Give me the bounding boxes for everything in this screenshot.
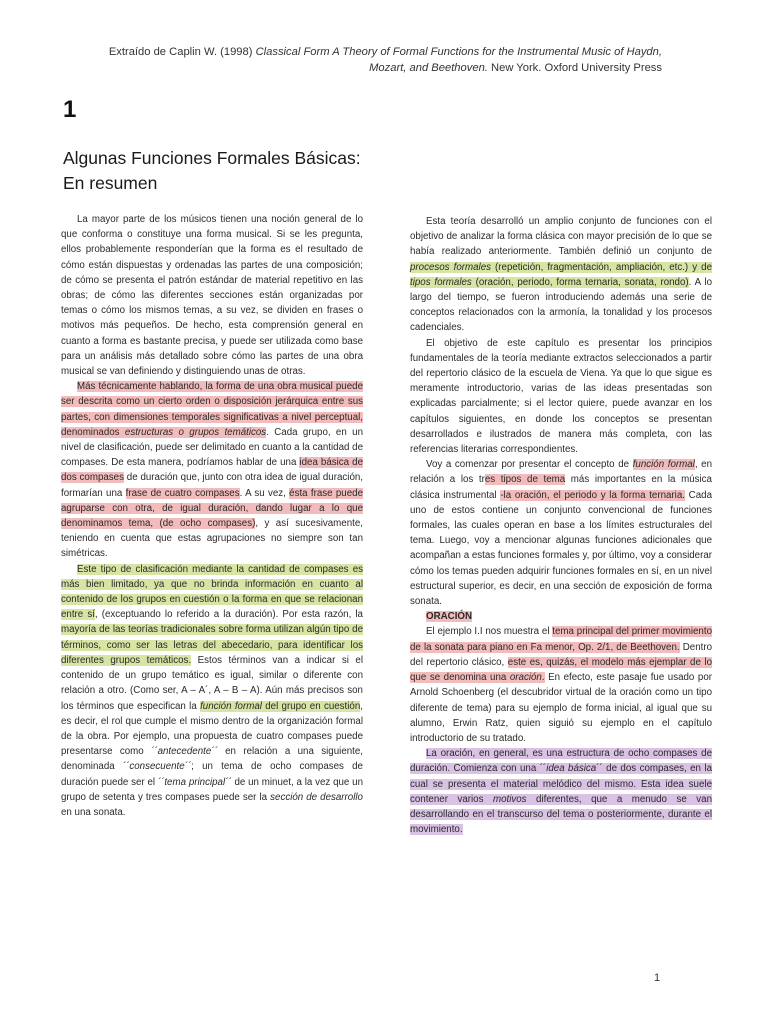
highlight-red: frase de cuatro compases [125, 487, 240, 499]
paragraph-right-3 [410, 457, 712, 609]
text: . A lo largo del tiempo, se fueron introduciendo además una serie de conceptos relacionados con la armonía, la tonalidad y los procesos cadenciales. [410, 276, 712, 334]
text: La oración, en general, es una estructura de ocho compases de duración. Comienza con una ´´ [410, 748, 712, 775]
text: , en relación a los tr [410, 459, 712, 486]
text: del grupo en cuestión [261, 700, 361, 712]
text: . A su vez, [239, 487, 290, 499]
highlight-green [410, 262, 712, 288]
highlight-green: mayoría de las teorías tradicionales sobre forma utilizan algún tipo de términos, como ser las letras del abecedario, para identificar los diferentes grupos temáticos. [61, 624, 363, 666]
highlight-red: idea básica de dos compases [61, 457, 363, 484]
highlight-purple [410, 748, 712, 835]
citation [102, 44, 662, 76]
text: ; un tema de ocho compases de duración puede ser el [61, 761, 363, 788]
highlight-red: ésta frase puede agruparse con otra, de igual duración, dando lugar a lo que denominamos tema, (de ocho compases) [61, 487, 363, 530]
text-emphasis: ´´antecedente´´ [151, 746, 218, 758]
highlight-red: ORACIÓN [426, 611, 473, 623]
highlight-green: Este tipo de clasificación mediante la cantidad de compases es más bien limitado, ya que no brinda información en cuanto al contenido de los grupos en cuestión o la forma en que se relacionan entre sí [61, 563, 363, 621]
chapter-title [63, 146, 423, 196]
text: (repetición, fragmentación, ampliación, etc.) y de [491, 261, 712, 273]
paragraph-left-3 [61, 562, 363, 820]
text: diferentes, que a menudo se van desarrollando en el transcurso del tema o posteriormente, durante el movimiento. [410, 793, 712, 836]
paragraph-left-1 [61, 212, 363, 379]
text-emphasis: función formal [200, 700, 262, 712]
text: de duración que, junto con otra idea de igual duración, formarían una [61, 472, 363, 499]
paragraph-right-4 [410, 624, 712, 746]
highlight-red: -la oración, el periodo y la forma ternaria. [500, 489, 685, 501]
highlight-red: función formal [632, 459, 695, 471]
text: Esta teoría desarrolló un amplio conjunto de funciones con el objetivo de analizar la forma clásica con mayor precisión de lo que se había realizado anteriormente. También definió un conjunto de [410, 216, 712, 258]
citation-book-title: Classical Form A Theory of Formal Functions for the Instrumental Music of Haydn, Mozart, and Beethoven. [255, 46, 662, 74]
text-emphasis: ´´consecuente´´ [122, 761, 192, 773]
citation-publisher: New York. Oxford University Press [487, 62, 662, 74]
chapter-number: 1 [63, 96, 77, 123]
page-number: 1 [654, 972, 661, 984]
text: Más técnicamente hablando, la forma de una obra musical puede ser descrita como un cierto orden o disposición jerárquica entre sus partes, con dimensiones temporales significativas a nivel perceptual, denominados [61, 381, 363, 438]
text: este es, quizás, el modelo más ejemplar de lo que se denomina una [410, 656, 712, 684]
right-column [410, 214, 712, 837]
text-emphasis: motivos [492, 793, 527, 805]
text: El objetivo de este capítulo es presentar los principios fundamentales de la teoría mediante extractos seleccionados a partir del repertorio clásico de la escuela de Viena. Ya que lo que sigue es meramente introductorio, varias de las ideas presentadas son explicadas parcialmente; si el lector quiere, puede avanzar en los capítulos siguientes, en donde los conceptos se presentan desarrollados e ilustrados de manera más completa, con las referencias literarias correspondientes. [410, 337, 712, 456]
citation-prefix: Extraído de Caplin W. (1998) [108, 46, 256, 58]
text: de un minuet, a la vez que un grupo de setenta y tres compases puede ser la [61, 776, 364, 803]
text: Cada uno de estos contiene un conjunto convencional de funciones formales, las cuales operan en base a los límites estructurales del tema. Luego, voy a mencionar algunas funciones adicionales que acompañan a estas funciones formales y, por último, voy a considerar cómo los temas pueden adquirir funciones formales en sí, en un nivel estructural superior, es decir, en una sección de exposición de forma sonata. [410, 489, 712, 608]
section-heading [410, 609, 712, 624]
text: más importantes en la música clásica instrumental [410, 474, 712, 501]
text-emphasis: estructuras o grupos temáticos [124, 426, 267, 438]
paragraph-right-2 [410, 336, 712, 458]
text: Dentro del repertorio clásico, [410, 641, 712, 668]
text: en relación a una siguiente, denominada [61, 746, 364, 773]
paragraph-right-5 [410, 746, 712, 837]
left-column [61, 212, 363, 820]
text: Estos términos van a indicar si el contenido de un grupo temático es igual, similar o diferente con relación a otro. (Como ser, A – A´, A – B – A). Aún más precisos son los términos que especifican la [61, 654, 363, 712]
text-emphasis: ´´tema principal´´ [157, 776, 232, 788]
text: , y así sucesivamente, teniendo en cuenta que estas agrupaciones no siempre son tan simétricas. [61, 518, 363, 560]
text-emphasis: idea básica [546, 763, 597, 775]
chapter-title-line1: Algunas Funciones Formales Básicas: [63, 148, 361, 168]
text: Voy a comenzar por presentar el concepto de [426, 459, 633, 471]
text: (oración, periodo, forma ternaria, sonata, rondo) [471, 276, 689, 288]
text: La mayor parte de los músicos tienen una noción general de lo que conforma o constituye una forma musical. Si se les pregunta, ellos probablemente responderían que la forma es el resultado de cómo están dispuestas y ordenadas las partes de una composición; de cómo se presenta el patrón estándar de material repetitivo en las obras; de cómo las diferentes secciones están organizadas por temas o cómo los mismos temas, a su vez, se dividen en frases o motivos más pequeños. De hecho, esta comprensión general en cuanto a forma es bastante precisa, y puede ser utilizada como base para un análisis más detallado sobre cómo las partes de una obra musical se van definiendo y distinguiendo unas de otras. [61, 214, 363, 378]
text: ´´ de dos compases, en la cual se presenta el material melódico del mismo. Esta idea suele contener varios [410, 763, 712, 805]
text: , es decir, el rol que cumple el mismo dentro de la organización formal de la obra. Por ejemplo, una propuesta de cuatro compases puede presentarse como [61, 700, 363, 758]
text-emphasis: procesos formales [410, 261, 491, 273]
text: . Cada grupo, en un nivel de clasificación, puede ser delimitado en cuanto a la cantidad de compases. De esta manera, podríamos hablar de una [61, 426, 363, 469]
paragraph-left-2 [61, 379, 363, 561]
text: En efecto, este pasaje fue usado por Arnold Schoenberg (el descubridor virtual de la oración como un tipo diferente de tema) para su ejemplo de forma inicial, al igual que su alumno, Erwin Ratz, quien siguió su ejemplo en el capítulo introductorio de su tratado. [410, 672, 713, 744]
paragraph-right-1 [410, 214, 712, 336]
text-emphasis: tipos formales [410, 276, 472, 288]
text: . [541, 672, 545, 684]
highlight-red: tema principal del primer movimiento de la sonata para piano en Fa menor, Op. 2/1, de Beethoven. [410, 626, 712, 653]
highlight-red: es tipos de tema [484, 474, 566, 486]
chapter-title-line2: En resumen [63, 173, 158, 193]
text: en una sonata. [61, 806, 126, 818]
highlight-green [200, 701, 360, 712]
text: El ejemplo I.I nos muestra el [426, 626, 553, 638]
text-emphasis: sección de desarrollo [270, 791, 363, 803]
text: , (exceptuando lo referido a la duración). Por esta razón, la [94, 609, 363, 621]
text-emphasis: oración [509, 672, 542, 684]
